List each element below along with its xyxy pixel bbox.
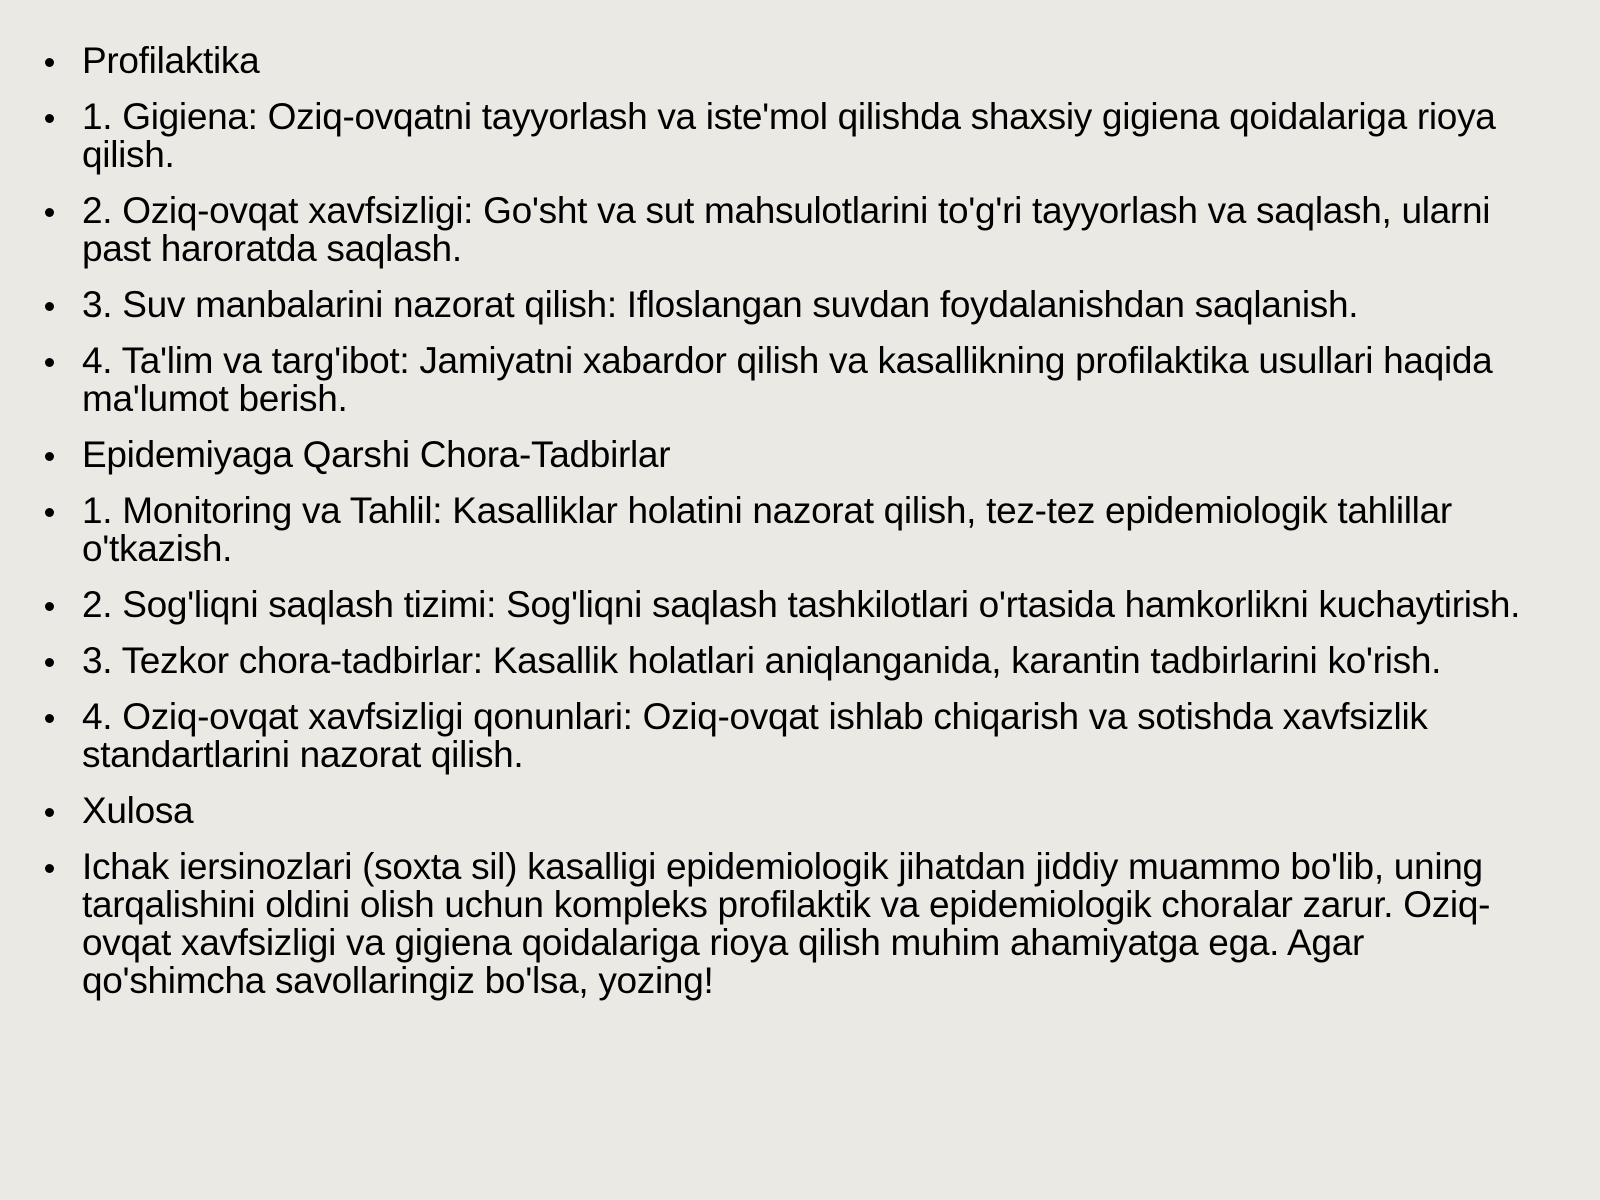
bullet-text: Ichak iersinozlari (soxta sil) kasalligi epidemiologik jihatdan jiddiy muammo bo'lib, uning tarqalishini oldini olish uchun kompleks profilaktik va epidemiologik choralar zarur. Oziq-ovqat xavfsizligi va gigiena qoidalariga rioya qilish muhim ahamiyatga ega. Agar qo'shimcha savollaringiz bo'lsa, yozing!	[82, 846, 1491, 1001]
bullet-item-xulosa-heading	[42, 792, 1540, 830]
bullet-text: Epidemiyaga Qarshi Chora-Tadbirlar	[82, 434, 671, 475]
bullet-text: 1. Monitoring va Tahlil: Kasalliklar holatini nazorat qilish, tez-tez epidemiologik tahlillar o'tkazish.	[82, 490, 1452, 569]
bullet-text: 4. Ta'lim va targ'ibot: Jamiyatni xabardor qilish va kasallikning profilaktika usullari haqida ma'lumot berish.	[82, 340, 1493, 419]
bullet-item-epidemiyaga-heading	[42, 436, 1540, 474]
bullet-dot-icon	[45, 358, 54, 367]
bullet-item-talim	[42, 342, 1540, 418]
bullet-text: 3. Suv manbalarini nazorat qilish: Ifloslangan suvdan foydalanishdan saqlanish.	[82, 284, 1359, 325]
bullet-dot-icon	[45, 714, 54, 723]
bullet-dot-icon	[45, 302, 54, 311]
bullet-item-tezkor-chora	[42, 642, 1540, 680]
bullet-dot-icon	[45, 114, 54, 123]
bullet-dot-icon	[45, 864, 54, 873]
bullet-text: Profilaktika	[82, 40, 260, 81]
bullet-text: 2. Oziq-ovqat xavfsizligi: Go'sht va sut mahsulotlarini to'g'ri tayyorlash va saqlash, ularni past haroratda saqlash.	[82, 190, 1491, 269]
bullet-dot-icon	[45, 58, 54, 67]
bullet-dot-icon	[45, 808, 54, 817]
bullet-text: 1. Gigiena: Oziq-ovqatni tayyorlash va iste'mol qilishda shaxsiy gigiena qoidalariga rioya qilish.	[82, 96, 1496, 175]
bullet-dot-icon	[45, 658, 54, 667]
bullet-item-gigiena	[42, 98, 1540, 174]
bullet-text: Xulosa	[82, 790, 194, 831]
bullet-text: 3. Tezkor chora-tadbirlar: Kasallik holatlari aniqlanganida, karantin tadbirlarini ko'rish.	[82, 640, 1442, 681]
bullet-text: 4. Oziq-ovqat xavfsizligi qonunlari: Oziq-ovqat ishlab chiqarish va sotishda xavfsizlik standartlarini nazorat qilish.	[82, 696, 1428, 775]
bullet-item-suv-manbalari	[42, 286, 1540, 324]
bullet-item-xulosa-text	[42, 848, 1540, 1000]
bullet-item-qonunlar	[42, 698, 1540, 774]
bullet-list	[42, 42, 1540, 1000]
bullet-dot-icon	[45, 508, 54, 517]
bullet-dot-icon	[45, 602, 54, 611]
bullet-dot-icon	[45, 208, 54, 217]
bullet-item-profilaktika-heading	[42, 42, 1540, 80]
bullet-text: 2. Sog'liqni saqlash tizimi: Sog'liqni saqlash tashkilotlari o'rtasida hamkorlikni kuchaytirish.	[82, 584, 1521, 625]
bullet-item-soglikni-saqlash	[42, 586, 1540, 624]
bullet-dot-icon	[45, 452, 54, 461]
bullet-item-oziq-ovqat-xavfsizligi	[42, 192, 1540, 268]
bullet-item-monitoring	[42, 492, 1540, 568]
